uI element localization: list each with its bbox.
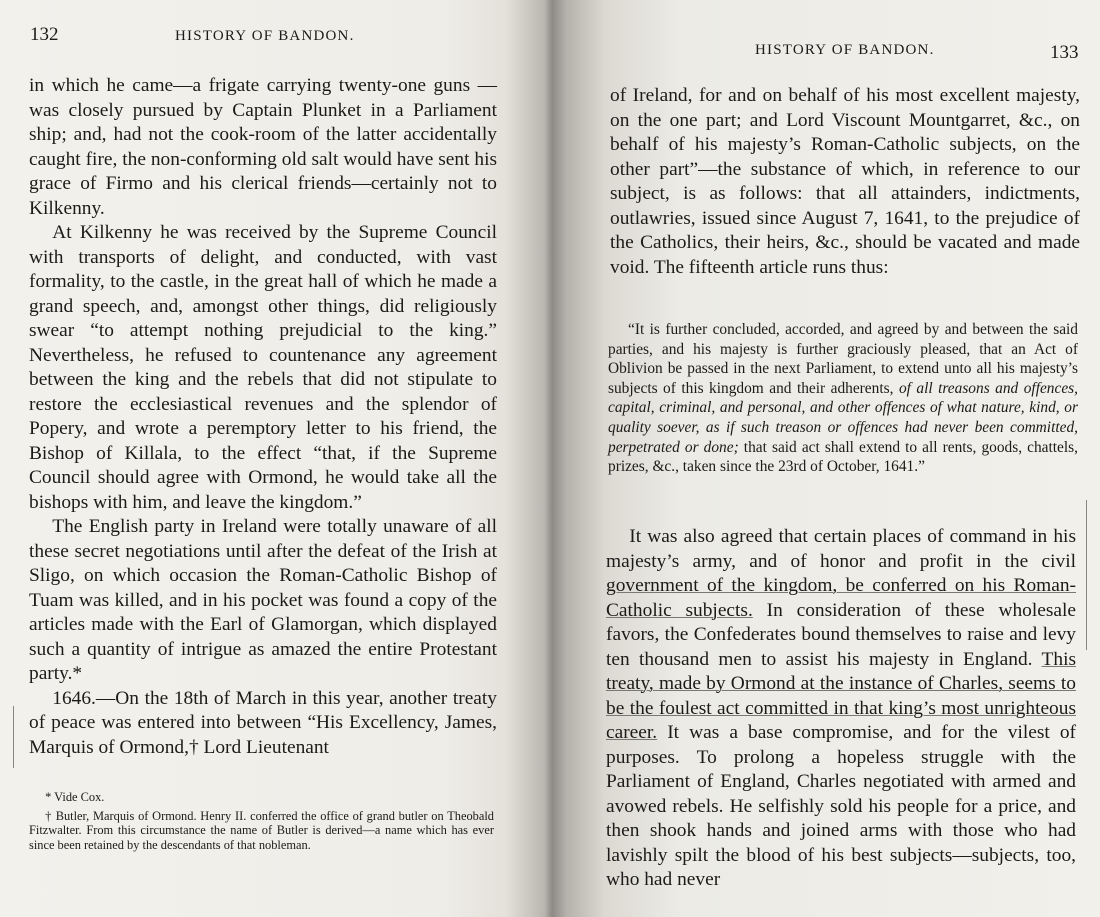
right-body-text-bottom bbox=[606, 525, 1076, 893]
text-run: In consideration of these wholesale favors, the Confederates bound themselves to raise and levy ten thousand men to assist his majesty in England. bbox=[606, 599, 1076, 670]
paragraph: The English party in Ireland were totally unaware of all these secret negotiations until after the defeat of the Irish at Sligo, on which occasion the Roman-Catholic Bishop of Tuam was killed, and in his pocket was found a copy of the articles made with the Earl of Glamorgan, which displayed such a quantity of intrigue as amazed the entire Protestant party.* bbox=[29, 516, 497, 684]
paragraph: of Ireland, for and on behalf of his most excellent majesty, on the one part; and Lord Viscount Mountgarret, &c., on behalf of his majesty’s Roman-Catholic subjects, on the other part”—the substance of which, in reference to our subject, is as follows: that all attainders, indictments, outlawries, issued since August 7, 1641, to the prejudice of the Catholics, their heirs, &c., should be vacated and made void. The fifteenth article runs thus: bbox=[610, 85, 1080, 278]
footnote: * Vide Cox. bbox=[45, 790, 105, 804]
right-page bbox=[550, 0, 1100, 917]
footnotes bbox=[29, 790, 494, 856]
quote-text bbox=[608, 320, 1078, 477]
page-number: 133 bbox=[1050, 42, 1079, 63]
quote-part: “It is further concluded, accorded, and agreed by and between the said parties, and his majesty is further graciously pleased, that an Act of Oblivion be passed in the next Parliament, to extend unto all his majesty’s subjects of this kingdom and their adherents, bbox=[608, 321, 1078, 397]
pencil-margin-mark bbox=[13, 706, 14, 768]
quote-part: that said act shall extend to all rents, goods, chattels, prizes, &c., taken since the 23rd of October, 1641.” bbox=[608, 438, 1079, 476]
paragraph: At Kilkenny he was received by the Supreme Council with transports of delight, and conducted, with vast formality, to the castle, in the great hall of which he made a grand speech, and, amongst other things, did religiously swear “to attempt nothing prejudicial to the king.” Nevertheless, he refused to countenance any agreement between the king and the rebels that did not stipulate to restore the ecclesiastical revenues and the splendor of Popery, and wrote a peremptory letter to his friend, the Bishop of Killala, to the effect “that, if the Supreme Council should agree with Ormond, he would take all the bishops with him, and leave the kingdom.” bbox=[29, 222, 497, 513]
underlined-text: government of the kingdom, be conferred on his Roman-Catholic subjects. bbox=[606, 575, 1076, 621]
text-run: It was also agreed that certain places of command in his majesty’s army, and of honor and profit in the civil bbox=[606, 526, 1076, 572]
text-run: It was a base compromise, and for the vilest of purposes. To prolong a hopeless struggle with the Parliament of England, Charles negotiated with armed and avowed rebels. He selfishly sold his people for a price, and then shook hands and joined arms with those who had lavishly spilt the blood of his best subjects—subjects, too, who had never bbox=[606, 722, 1076, 890]
paragraph: in which he came—a frigate carrying twenty-one guns —was closely pursued by Captain Plunket in a Parliament ship; and, had not the cook-room of the latter accidentally caught fire, the non-conforming old salt would have sent his grace of Firmo and his clerical friends—certainly not to Kilkenny. bbox=[29, 75, 497, 219]
underlined-text: This treaty, made by Ormond at the instance of Charles, seems to be the foulest act committed in that king’s most unrighteous career. bbox=[606, 648, 1077, 743]
left-body-text bbox=[29, 74, 497, 760]
right-body-text-top bbox=[610, 84, 1080, 280]
page-number: 132 bbox=[30, 24, 59, 45]
running-head: HISTORY OF BANDON. bbox=[755, 42, 935, 58]
quote-italic: of all treasons and offences, capital, criminal, and personal, and other offences of what nature, kind, or quality soever, as if such treason or offences had never been committed, perpetrated or done; bbox=[608, 379, 1078, 456]
paragraph: 1646.—On the 18th of March in this year, another treaty of peace was entered into between “His Excellency, James, Marquis of Ormond,† Lord Lieutenant bbox=[29, 687, 497, 758]
footnote: † Butler, Marquis of Ormond. Henry II. conferred the office of grand butler on Theobald Fitzwalter. From this circumstance the name of Butler is derived—a name which has ever since been retained by the descendants of that nobleman. bbox=[29, 808, 494, 852]
running-head: HISTORY OF BANDON. bbox=[175, 28, 355, 44]
block-quote bbox=[608, 320, 1078, 477]
paragraph bbox=[606, 525, 1076, 893]
pencil-margin-mark bbox=[1086, 500, 1087, 650]
